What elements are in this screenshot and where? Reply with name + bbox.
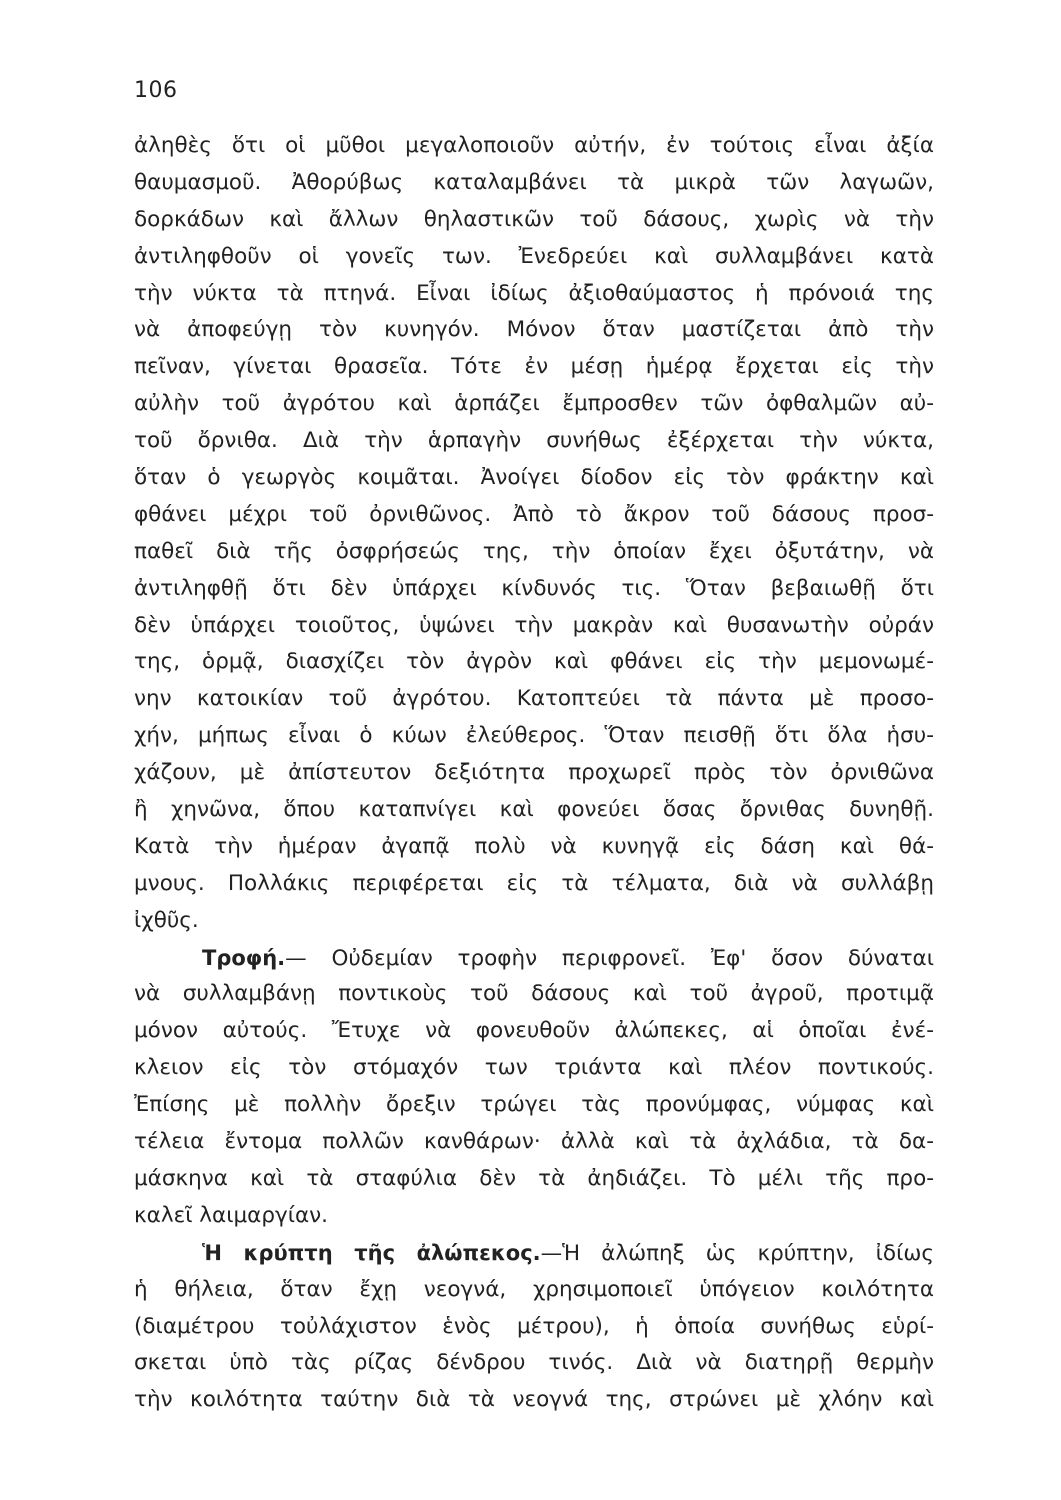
line-text: τοῦ ὄρνιθα. Διὰ τὴν ἁρπαγὴν συνήθως ἐξέρχεται τὴν νύκτα, (134, 428, 934, 454)
line-text: νὰ ἀποφεύγῃ τὸν κυνηγόν. Μόνον ὅταν μαστίζεται ἀπὸ τὴν (134, 317, 934, 343)
text-line (134, 202, 934, 239)
line-text: νην κατοικίαν τοῦ ἀγρότου. Κατοπτεύει τὰ πάντα μὲ προσο- (134, 686, 934, 712)
line-text: ὅταν ὁ γεωργὸς κοιμᾶται. Ἀνοίγει δίοδον εἰς τὸν φράκτην καὶ (134, 465, 934, 491)
line-text: μνους. Πολλάκις περιφέρεται εἰς τὰ τέλματα, διὰ νὰ συλλάβῃ (134, 870, 934, 896)
line-text: ἀντιληφθῇ ὅτι δὲν ὑπάρχει κίνδυνός τις. Ὅταν βεβαιωθῇ ὅτι (134, 575, 934, 601)
line-text: τὴν κοιλότητα ταύτην διὰ τὰ νεογνά της, στρώνει μὲ χλόην καὶ (134, 1387, 934, 1413)
text-line (134, 423, 934, 460)
section-heading: Τροφή. (202, 945, 286, 970)
text-line (134, 534, 934, 571)
text-line (134, 1345, 934, 1382)
text-line (134, 976, 934, 1013)
line-text: θαυμασμοῦ. Ἀθορύβως καταλαμβάνει τὰ μικρὰ τῶν λαγωῶν, (134, 169, 934, 195)
text-line (134, 460, 934, 497)
text-line (134, 718, 934, 755)
text-line (134, 1198, 934, 1235)
line-text: μόνον αὐτούς. Ἔτυχε νὰ φονευθοῦν ἀλώπεκες, αἱ ὁποῖαι ἐνέ- (134, 1018, 934, 1044)
text-line (134, 1309, 934, 1346)
text-line (134, 866, 934, 903)
line-text: Ἐπίσης μὲ πολλὴν ὄρεξιν τρώγει τὰς προνύμφας, νύμφας καὶ (134, 1092, 934, 1118)
line-text: τέλεια ἔντομα πολλῶν κανθάρων· ἀλλὰ καὶ τὰ ἀχλάδια, τὰ δα- (134, 1129, 934, 1155)
line-text: ἀντιληφθοῦν οἱ γονεῖς των. Ἐνεδρεύει καὶ συλλαμβάνει κατὰ (134, 243, 934, 269)
line-text: χήν, μήπως εἶναι ὁ κύων ἐλεύθερος. Ὅταν πεισθῇ ὅτι ὅλα ἡσυ- (134, 723, 934, 749)
text-line (134, 1013, 934, 1050)
text-line (134, 239, 934, 276)
line-text: χάζουν, μὲ ἀπίστευτον δεξιότητα προχωρεῖ πρὸς τὸν ὀρνιθῶνα (134, 760, 934, 786)
page-number: 106 (134, 78, 178, 103)
line-text: καλεῖ λαιμαργίαν. (134, 1202, 328, 1228)
line-text: —Ἡ ἀλώπηξ ὡς κρύπτην, ἰδίως (540, 1240, 934, 1266)
text-line (134, 1087, 934, 1124)
text-line (134, 940, 934, 977)
text-line (134, 276, 934, 313)
line-text: ἰχθῦς. (134, 907, 199, 933)
line-text: δὲν ὑπάρχει τοιοῦτος, ὑψώνει τὴν μακρὰν καὶ θυσανωτὴν οὐράν (134, 612, 934, 638)
text-line (134, 644, 934, 681)
line-text: σκεται ὑπὸ τὰς ρίζας δένδρου τινός. Διὰ νὰ διατηρῇ θερμὴν (134, 1350, 934, 1376)
line-text: παθεῖ διὰ τῆς ὀσφρήσεώς της, τὴν ὁποίαν ἔχει ὀξυτάτην, νὰ (134, 538, 934, 564)
text-line (134, 1382, 934, 1419)
text-line (134, 165, 934, 202)
section-heading: Ἡ κρύπτη τῆς ἀλώπεκος. (202, 1240, 541, 1265)
line-text: αὐλὴν τοῦ ἀγρότου καὶ ἁρπάζει ἔμπροσθεν τῶν ὀφθαλμῶν αὐ- (134, 391, 934, 417)
text-line (134, 571, 934, 608)
text-line (134, 1050, 934, 1087)
text-line (134, 128, 934, 165)
text-line (134, 903, 934, 940)
line-text: ἡ θήλεια, ὅταν ἔχῃ νεογνά, χρησιμοποιεῖ ὑπόγειον κοιλότητα (134, 1276, 934, 1302)
line-text: ἢ χηνῶνα, ὅπου καταπνίγει καὶ φονεύει ὅσας ὄρνιθας δυνηθῇ. (134, 797, 934, 823)
line-text: πεῖναν, γίνεται θρασεῖα. Τότε ἐν μέσῃ ἡμέρᾳ ἔρχεται εἰς τὴν (134, 354, 934, 380)
line-text: φθάνει μέχρι τοῦ ὀρνιθῶνος. Ἀπὸ τὸ ἄκρον τοῦ δάσους προσ- (134, 501, 934, 527)
line-text: (διαμέτρου τοὐλάχιστον ἑνὸς μέτρου), ἡ ὁποία συνήθως εὑρί- (134, 1313, 934, 1339)
text-line (134, 386, 934, 423)
text-line (134, 755, 934, 792)
text-line (134, 1124, 934, 1161)
text-line (134, 829, 934, 866)
line-text: ἀληθὲς ὅτι οἱ μῦθοι μεγαλοποιοῦν αὐτήν, ἐν τούτοις εἶναι ἀξία (134, 133, 934, 158)
line-text: τὴν νύκτα τὰ πτηνά. Εἶναι ἰδίως ἀξιοθαύμαστος ἡ πρόνοιά της (134, 280, 934, 306)
line-text: Κατὰ τὴν ἡμέραν ἀγαπᾷ πολὺ νὰ κυνηγᾷ εἰς δάση καὶ θά- (134, 833, 934, 859)
text-line (134, 1235, 934, 1272)
line-text: δορκάδων καὶ ἄλλων θηλαστικῶν τοῦ δάσους, χωρὶς νὰ τὴν (134, 206, 934, 232)
text-line (134, 1161, 934, 1198)
text-line (134, 312, 934, 349)
text-line (134, 681, 934, 718)
line-text: νὰ συλλαμβάνῃ ποντικοὺς τοῦ δάσους καὶ τοῦ ἀγροῦ, προτιμᾷ (134, 981, 934, 1007)
text-line (134, 1272, 934, 1309)
text-line (134, 497, 934, 534)
body-text (134, 128, 934, 1419)
line-text: μάσκηνα καὶ τὰ σταφύλια δὲν τὰ ἀηδιάζει. Τὸ μέλι τῆς προ- (134, 1165, 934, 1191)
text-line (134, 349, 934, 386)
text-line (134, 792, 934, 829)
line-text: της, ὁρμᾷ, διασχίζει τὸν ἀγρὸν καὶ φθάνει εἰς τὴν μεμονωμέ- (134, 649, 934, 675)
text-line (134, 608, 934, 645)
line-text: κλειον εἰς τὸν στόμαχόν των τριάντα καὶ πλέον ποντικούς. (134, 1055, 934, 1081)
line-text: — Οὐδεμίαν τροφὴν περιφρονεῖ. Ἐφ' ὅσον δύναται (285, 945, 934, 971)
